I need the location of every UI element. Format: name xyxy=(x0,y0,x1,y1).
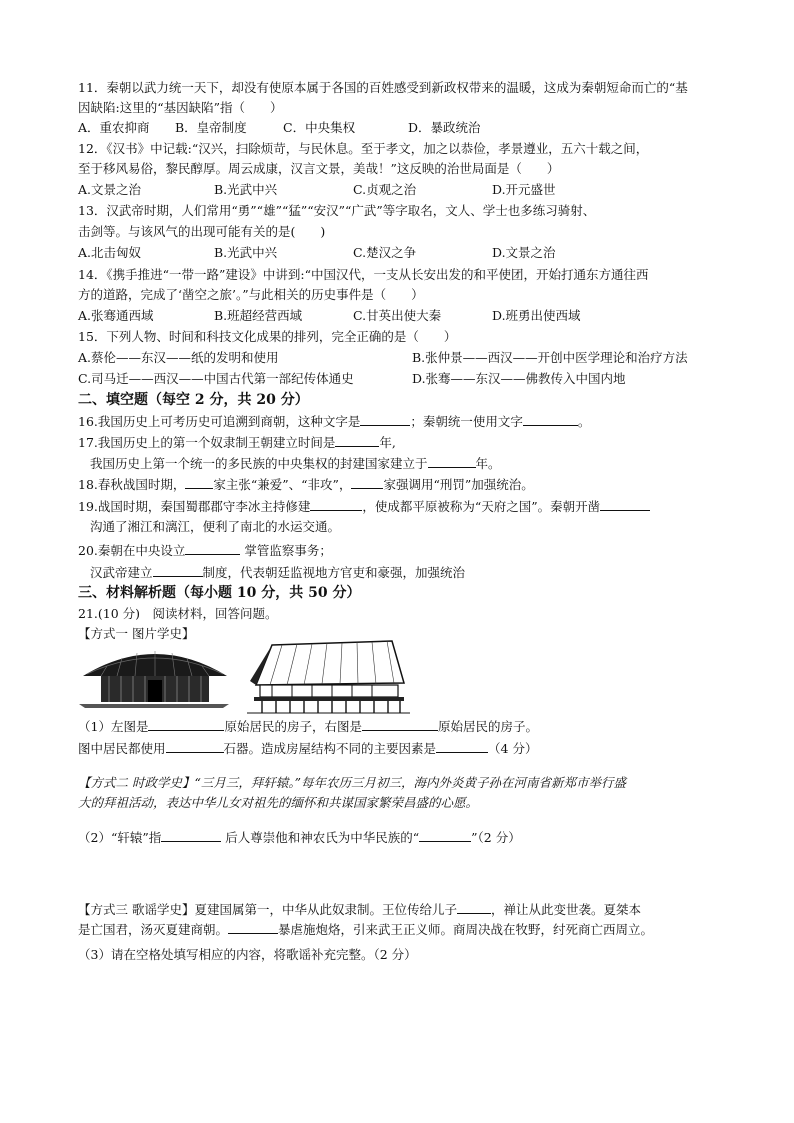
stilt-house-image xyxy=(242,635,414,715)
q21-p1-blank-2[interactable] xyxy=(362,718,438,731)
q21-p2-text-b: 后人尊崇他和神农氏为中华民族的“ xyxy=(225,830,420,845)
q19-text-b: ，使成都平原被称为“天府之国”。秦朝开凿 xyxy=(362,499,601,514)
q17-text-c: 我国历史上第一个统一的多民族的中央集权的封建国家建立于 xyxy=(90,456,428,471)
q17-line1 xyxy=(78,434,396,451)
q13-option-d: D.文景之治 xyxy=(492,245,556,260)
q21-mode3-text-c: 是亡国君，汤灭夏建商朝。 xyxy=(78,922,229,937)
q16-text-a: 16.我国历史上可考历史可追溯到商朝，这种文字是 xyxy=(78,414,361,429)
q21-mode3-line2 xyxy=(78,921,653,938)
q21-p1-text-a: （1）左图是 xyxy=(78,719,149,734)
q14-option-b: B.班超经营西域 xyxy=(214,308,303,323)
q21-mode1-label: 【方式一 图片学史】 xyxy=(78,626,195,641)
q19-blank-2[interactable] xyxy=(600,498,650,511)
q21-mode3-text-d: 暴虐施炮烙，引来武王正义师。商周决战在牧野，纣死商亡西周立。 xyxy=(278,922,654,937)
q21-p1-blank-4[interactable] xyxy=(436,740,488,753)
q18-text-b: 家主张“兼爱”、“非攻”， xyxy=(213,477,352,492)
q21-p2-blank-2[interactable] xyxy=(419,829,471,842)
q16 xyxy=(78,413,590,430)
q18-blank-1[interactable] xyxy=(185,476,213,489)
q12-option-b: B.光武中兴 xyxy=(214,182,278,197)
q21-mode3-blank-2[interactable] xyxy=(228,921,278,934)
q21-p1-line2 xyxy=(78,740,537,757)
q12-line1: 12．《汉书》中记载:“汉兴，扫除烦苛，与民休息。至于孝文，加之以恭俭，孝景遵业，五六十载之间， xyxy=(78,141,649,156)
q21-p3: （3）请在空格处填写相应的内容，将歌谣补充完整。（2 分） xyxy=(78,947,417,962)
q21-p2-text-a: （2）“轩辕”指 xyxy=(78,830,162,845)
q21-p1-line1 xyxy=(78,718,538,735)
q13-line1: 13．汉武帝时期，人们常用“勇”“雄”“猛”“安汉”“广武”等字取名，文人、学士也多练习骑射、 xyxy=(78,203,596,218)
q17-text-d: 年。 xyxy=(475,456,501,471)
q21-head: 21.(10 分) 阅读材料，回答问题。 xyxy=(78,606,278,621)
q21-p1-blank-1[interactable] xyxy=(148,718,224,731)
q21-p1-text-d: 图中居民都使用 xyxy=(78,741,166,756)
q16-text-b: ；秦朝统一使用文字 xyxy=(410,414,523,429)
q20-text-c: 汉武帝建立 xyxy=(90,565,153,580)
q21-mode3-blank-1[interactable] xyxy=(457,901,491,914)
q17-blank-2[interactable] xyxy=(428,455,476,468)
q19-blank-1[interactable] xyxy=(310,498,362,511)
q14-option-a: A.张骞通西域 xyxy=(78,308,154,323)
q14-line2: 方的道路，完成了‘凿空之旅’。”与此相关的历史事件是（ ） xyxy=(78,287,424,302)
q18-text-a: 18.春秋战国时期， xyxy=(78,477,186,492)
q16-text-c: 。 xyxy=(577,414,591,429)
q21-p1-text-f: （4 分） xyxy=(488,741,538,756)
q21-mode3-text-b: ，禅让从此变世袭。夏桀本 xyxy=(490,902,641,917)
q14-option-d: D.班勇出使西域 xyxy=(492,308,581,323)
q19-line1 xyxy=(78,498,650,515)
q19-line2: 沟通了湘江和漓江，便利了南北的水运交通。 xyxy=(90,519,341,534)
q20-line2 xyxy=(90,564,465,581)
q15-option-c: C.司马迁——西汉——中国古代第一部纪传体通史 xyxy=(78,371,354,386)
q13-option-b: B.光武中兴 xyxy=(214,245,278,260)
q21-p2-text-c: ”（2 分） xyxy=(471,830,521,845)
q18-text-c: 家强调用“刑罚”加强统治。 xyxy=(383,477,534,492)
q19-text-a: 19.战国时期，秦国蜀郡郡守李冰主持修建 xyxy=(78,499,311,514)
q21-p2 xyxy=(78,829,521,846)
q11-option-c: C．中央集权 xyxy=(283,120,356,135)
q12-option-c: C.贞观之治 xyxy=(353,182,417,197)
q17-text-a: 17.我国历史上的第一个奴隶制王朝建立时间是 xyxy=(78,435,336,450)
q20-blank-1[interactable] xyxy=(185,542,240,555)
q20-text-b: 掌管监察事务； xyxy=(244,543,332,558)
q21-p1-text-e: 石器。造成房屋结构不同的主要因素是 xyxy=(223,741,437,756)
q13-line2: 击剑等。与该风气的出现可能有关的是( ) xyxy=(78,224,326,239)
q20-text-d: 制度，代表朝廷监视地方官吏和豪强，加强统治 xyxy=(202,565,466,580)
q21-p1-text-b: 原始居民的房子，右图是 xyxy=(224,719,362,734)
round-hut-image xyxy=(77,640,232,710)
q20-text-a: 20.秦朝在中央设立 xyxy=(78,543,186,558)
q16-blank-2[interactable] xyxy=(523,413,578,426)
q11-option-b: B．皇帝制度 xyxy=(175,120,247,135)
q17-text-b: 年, xyxy=(379,435,396,450)
q21-mode2-line2: 大的拜祖活动，表达中华儿女对祖先的缅怀和共谋国家繁荣昌盛的心愿。 xyxy=(78,795,479,810)
q15-option-b: B.张仲景——西汉——开创中医学理论和治疗方法 xyxy=(412,350,688,365)
q16-blank-1[interactable] xyxy=(360,413,410,426)
q21-p1-text-c: 原始居民的房子。 xyxy=(437,719,538,734)
section-fill-blank-title: 二、填空题（每空 2 分，共 20 分） xyxy=(78,392,309,408)
section-material-title: 三、材料解析题（每小题 10 分，共 50 分） xyxy=(78,585,361,601)
q18-blank-2[interactable] xyxy=(351,476,383,489)
q11-line1: 11．秦朝以武力统一天下，却没有使原本属于各国的百姓感受到新政权带来的温暖，这成为秦朝短命而亡的“基 xyxy=(78,80,688,95)
q20-line1 xyxy=(78,542,332,559)
q15-line1: 15．下列人物、时间和科技文化成果的排列，完全正确的是（ ） xyxy=(78,329,457,344)
q12-option-d: D.开元盛世 xyxy=(492,182,556,197)
q21-p1-blank-3[interactable] xyxy=(166,740,224,753)
q11-option-d: D．暴政统治 xyxy=(408,120,481,135)
q21-mode2-line1: 【方式二 时政学史】“三月三，拜轩辕。”每年农历三月初三，海内外炎黄子孙在河南省新郑市举行盛 xyxy=(78,775,627,790)
q11-line2: 因缺陷:这里的“基因缺陷”指（ ） xyxy=(78,100,283,115)
q13-option-c: C.楚汉之争 xyxy=(353,245,417,260)
q21-mode3-text-a: 【方式三 歌谣学史】夏建国属第一，中华从此奴隶制。王位传给儿子 xyxy=(78,902,457,917)
q20-blank-2[interactable] xyxy=(153,564,203,577)
q17-line2 xyxy=(90,455,501,472)
q14-option-c: C.甘英出使大秦 xyxy=(353,308,442,323)
q13-option-a: A.北击匈奴 xyxy=(78,245,142,260)
q12-option-a: A.文景之治 xyxy=(78,182,142,197)
q14-line1: 14．《携手推进“一带一路”建设》中讲到:“中国汉代，一支从长安出发的和平使团，开始打通东方通往西 xyxy=(78,267,649,282)
q11-option-a: A．重农抑商 xyxy=(78,120,150,135)
q12-line2: 至于移风易俗，黎民醇厚。周云成康，汉言文景，美哉！”这反映的治世局面是（ ） xyxy=(78,161,560,176)
q21-p2-blank-1[interactable] xyxy=(161,829,221,842)
q21-mode3-line1 xyxy=(78,901,641,918)
q15-option-a: A.蔡伦——东汉——纸的发明和使用 xyxy=(78,350,279,365)
q18 xyxy=(78,476,534,493)
q17-blank-1[interactable] xyxy=(335,434,379,447)
q15-option-d: D.张骞——东汉——佛教传入中国内地 xyxy=(412,371,626,386)
